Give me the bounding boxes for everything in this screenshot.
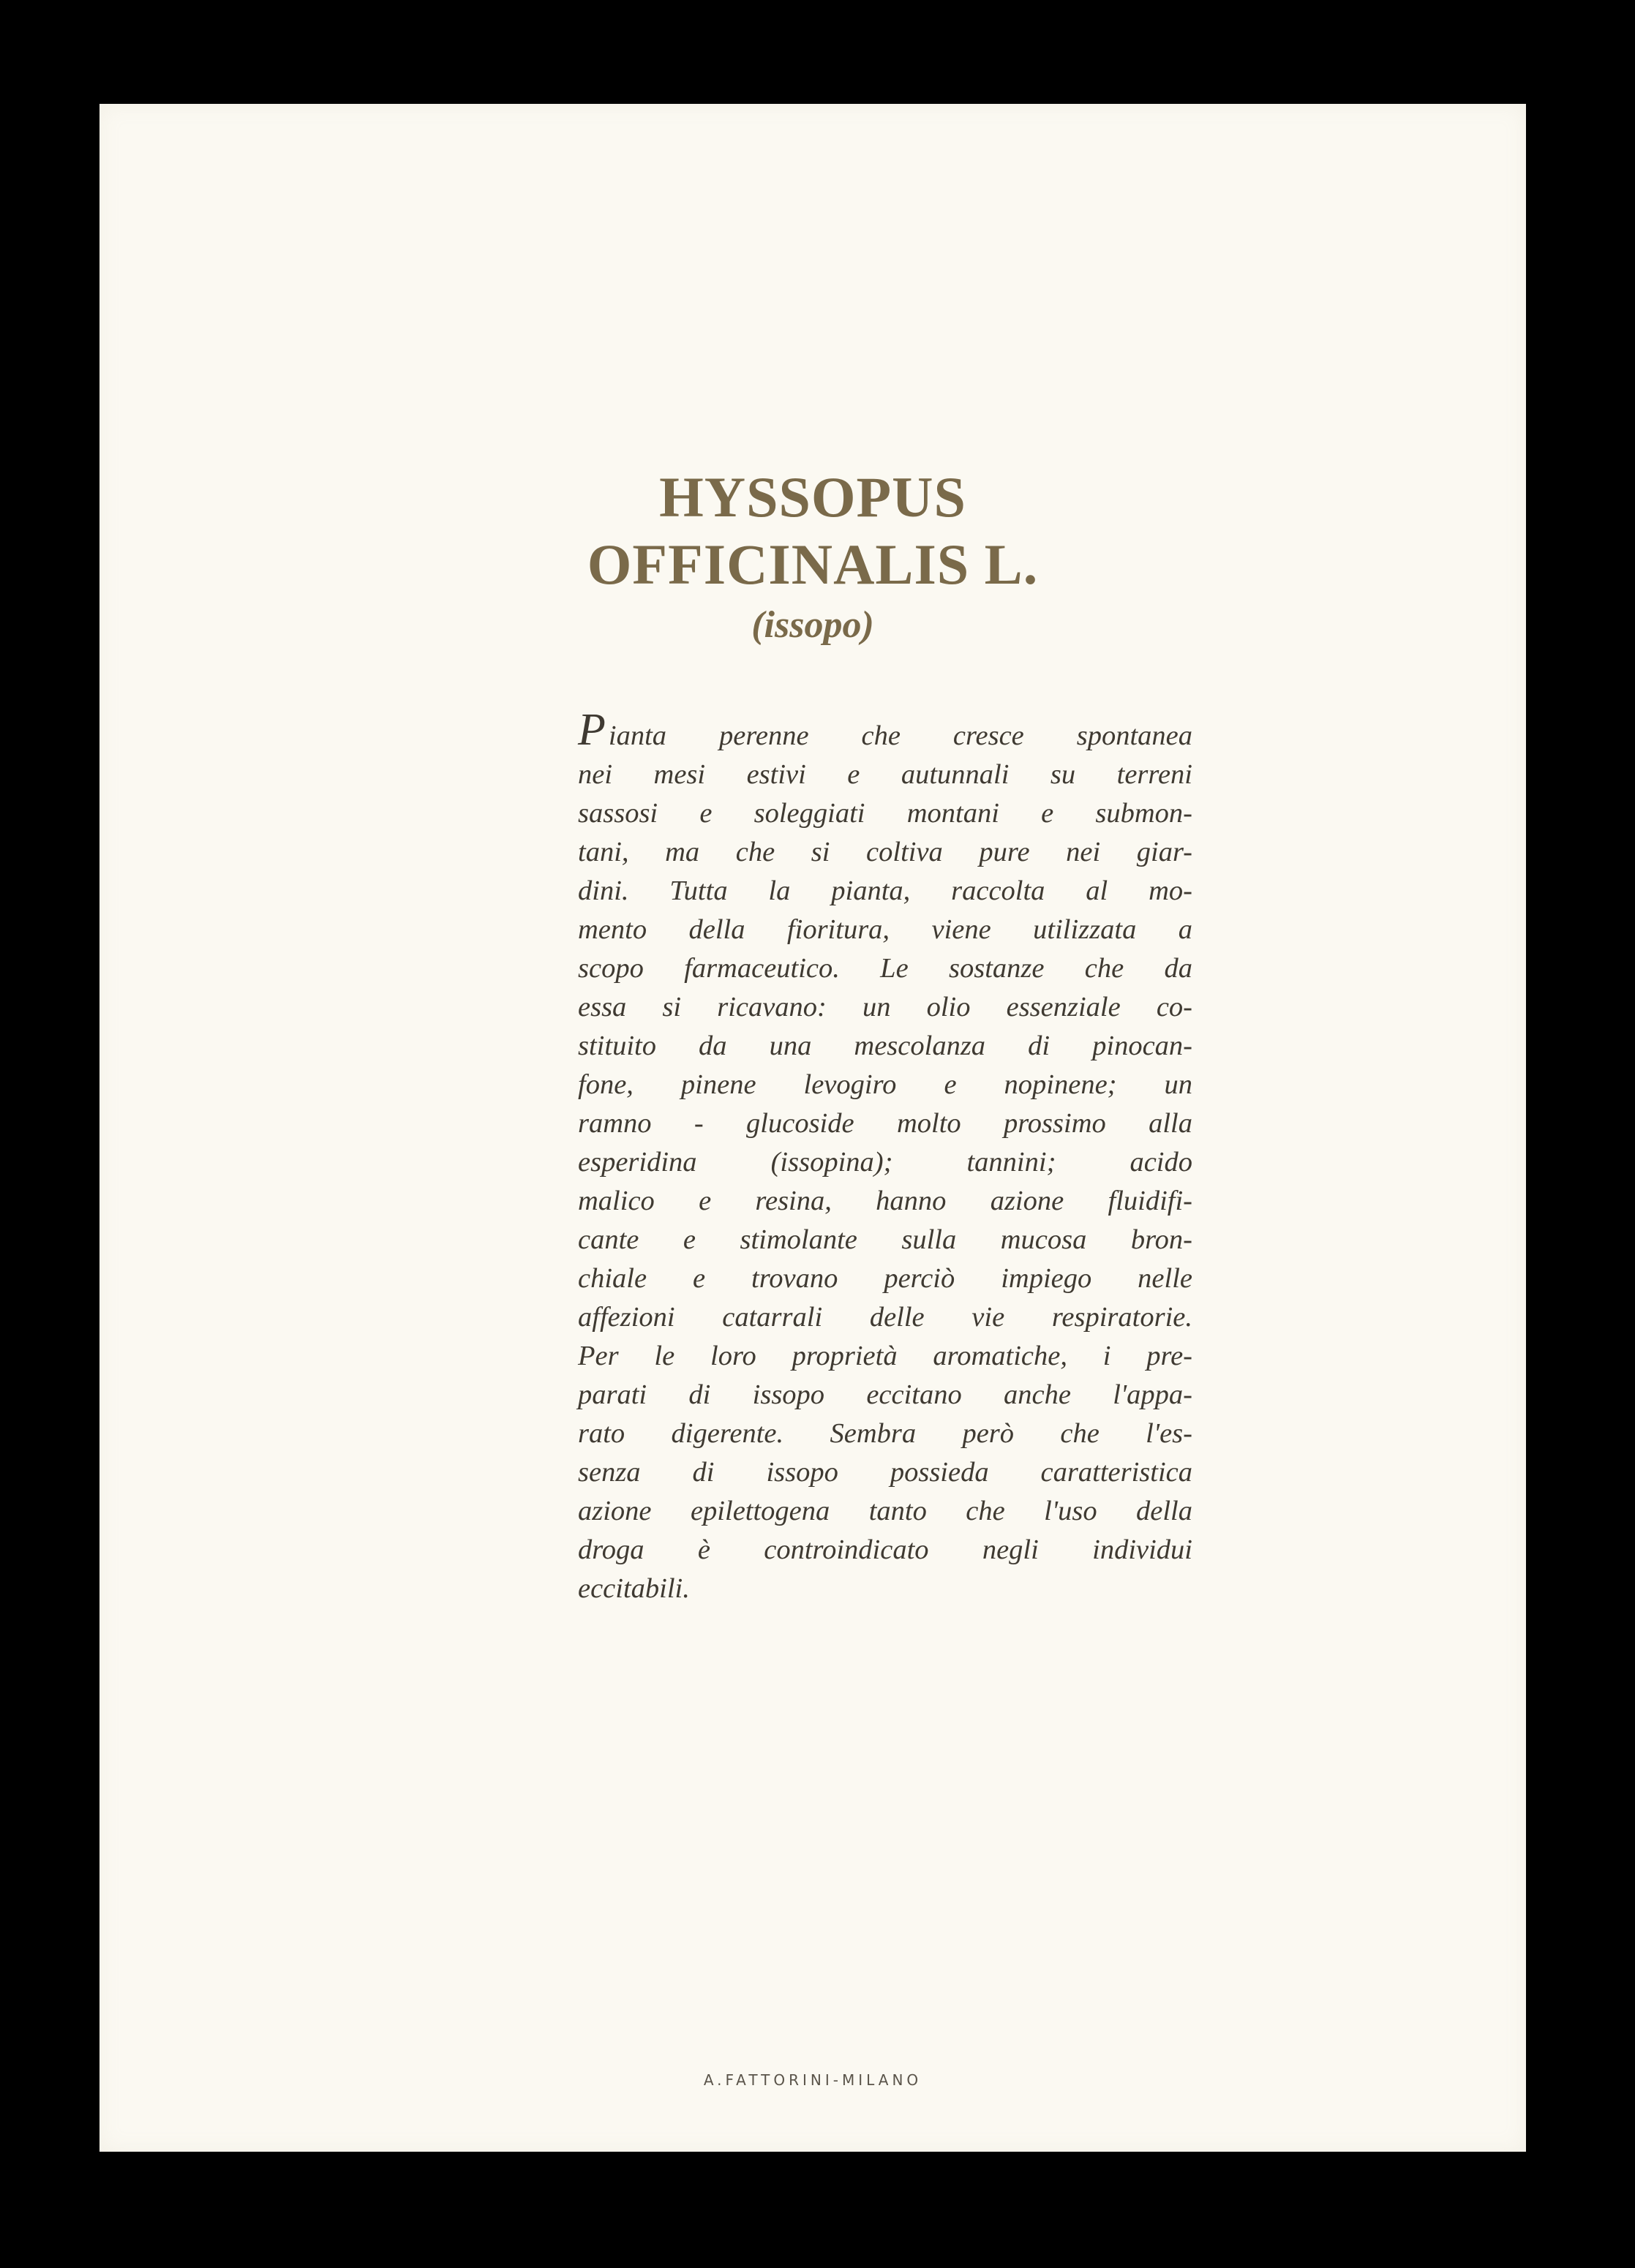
text-line: ramno - glucoside molto prossimo alla <box>578 1108 1192 1139</box>
text-line: parati di issopo eccitano anche l'appa- <box>578 1379 1192 1410</box>
text-line: affezioni catarrali delle vie respiratorie. <box>578 1302 1192 1333</box>
text-line: malico e resina, hanno azione fluidifi- <box>578 1186 1192 1216</box>
text-line: Per le loro proprietà aromatiche, i pre- <box>578 1341 1192 1371</box>
species-name-line-2: OFFICINALIS L. <box>587 532 1039 596</box>
title-block <box>99 464 1526 651</box>
common-name: (issopo) <box>751 604 874 646</box>
text-line: senza di issopo possieda caratteristica <box>578 1457 1192 1488</box>
text-line-content: ianta perenne che cresce spontanea <box>608 720 1192 751</box>
text-line: scopo farmaceutico. Le sostanze che da <box>578 953 1192 984</box>
text-line: cante e stimolante sulla mucosa bron- <box>578 1224 1192 1255</box>
text-line: azione epilettogena tanto che l'uso della <box>578 1496 1192 1526</box>
printed-sheet <box>99 104 1526 2152</box>
text-line: stituito da una mescolanza di pinocan- <box>578 1031 1192 1061</box>
printer-imprint: A.FATTORINI-MILANO <box>703 2071 922 2089</box>
species-name-line-1: HYSSOPUS <box>659 465 966 529</box>
text-line: esperidina (issopina); tannini; acido <box>578 1147 1192 1178</box>
text-line: dini. Tutta la pianta, raccolta al mo- <box>578 875 1192 906</box>
text-line: mento della fioritura, viene utilizzata a <box>578 914 1192 945</box>
text-line: rato digerente. Sembra però che l'es- <box>578 1418 1192 1449</box>
drop-cap: P <box>578 705 606 755</box>
text-line: droga è controindicato negli individui <box>578 1534 1192 1565</box>
text-line: eccitabili. <box>578 1573 690 1604</box>
description-paragraph <box>578 705 1192 1608</box>
text-line: chiale e trovano perciò impiego nelle <box>578 1263 1192 1294</box>
text-line: essa si ricavano: un olio essenziale co- <box>578 992 1192 1022</box>
text-line <box>578 705 1192 756</box>
text-line: sassosi e soleggiati montani e submon- <box>578 798 1192 829</box>
text-line: tani, ma che si coltiva pure nei giar- <box>578 837 1192 867</box>
text-line: nei mesi estivi e autunnali su terreni <box>578 759 1192 790</box>
text-line: fone, pinene levogiro e nopinene; un <box>578 1069 1192 1100</box>
